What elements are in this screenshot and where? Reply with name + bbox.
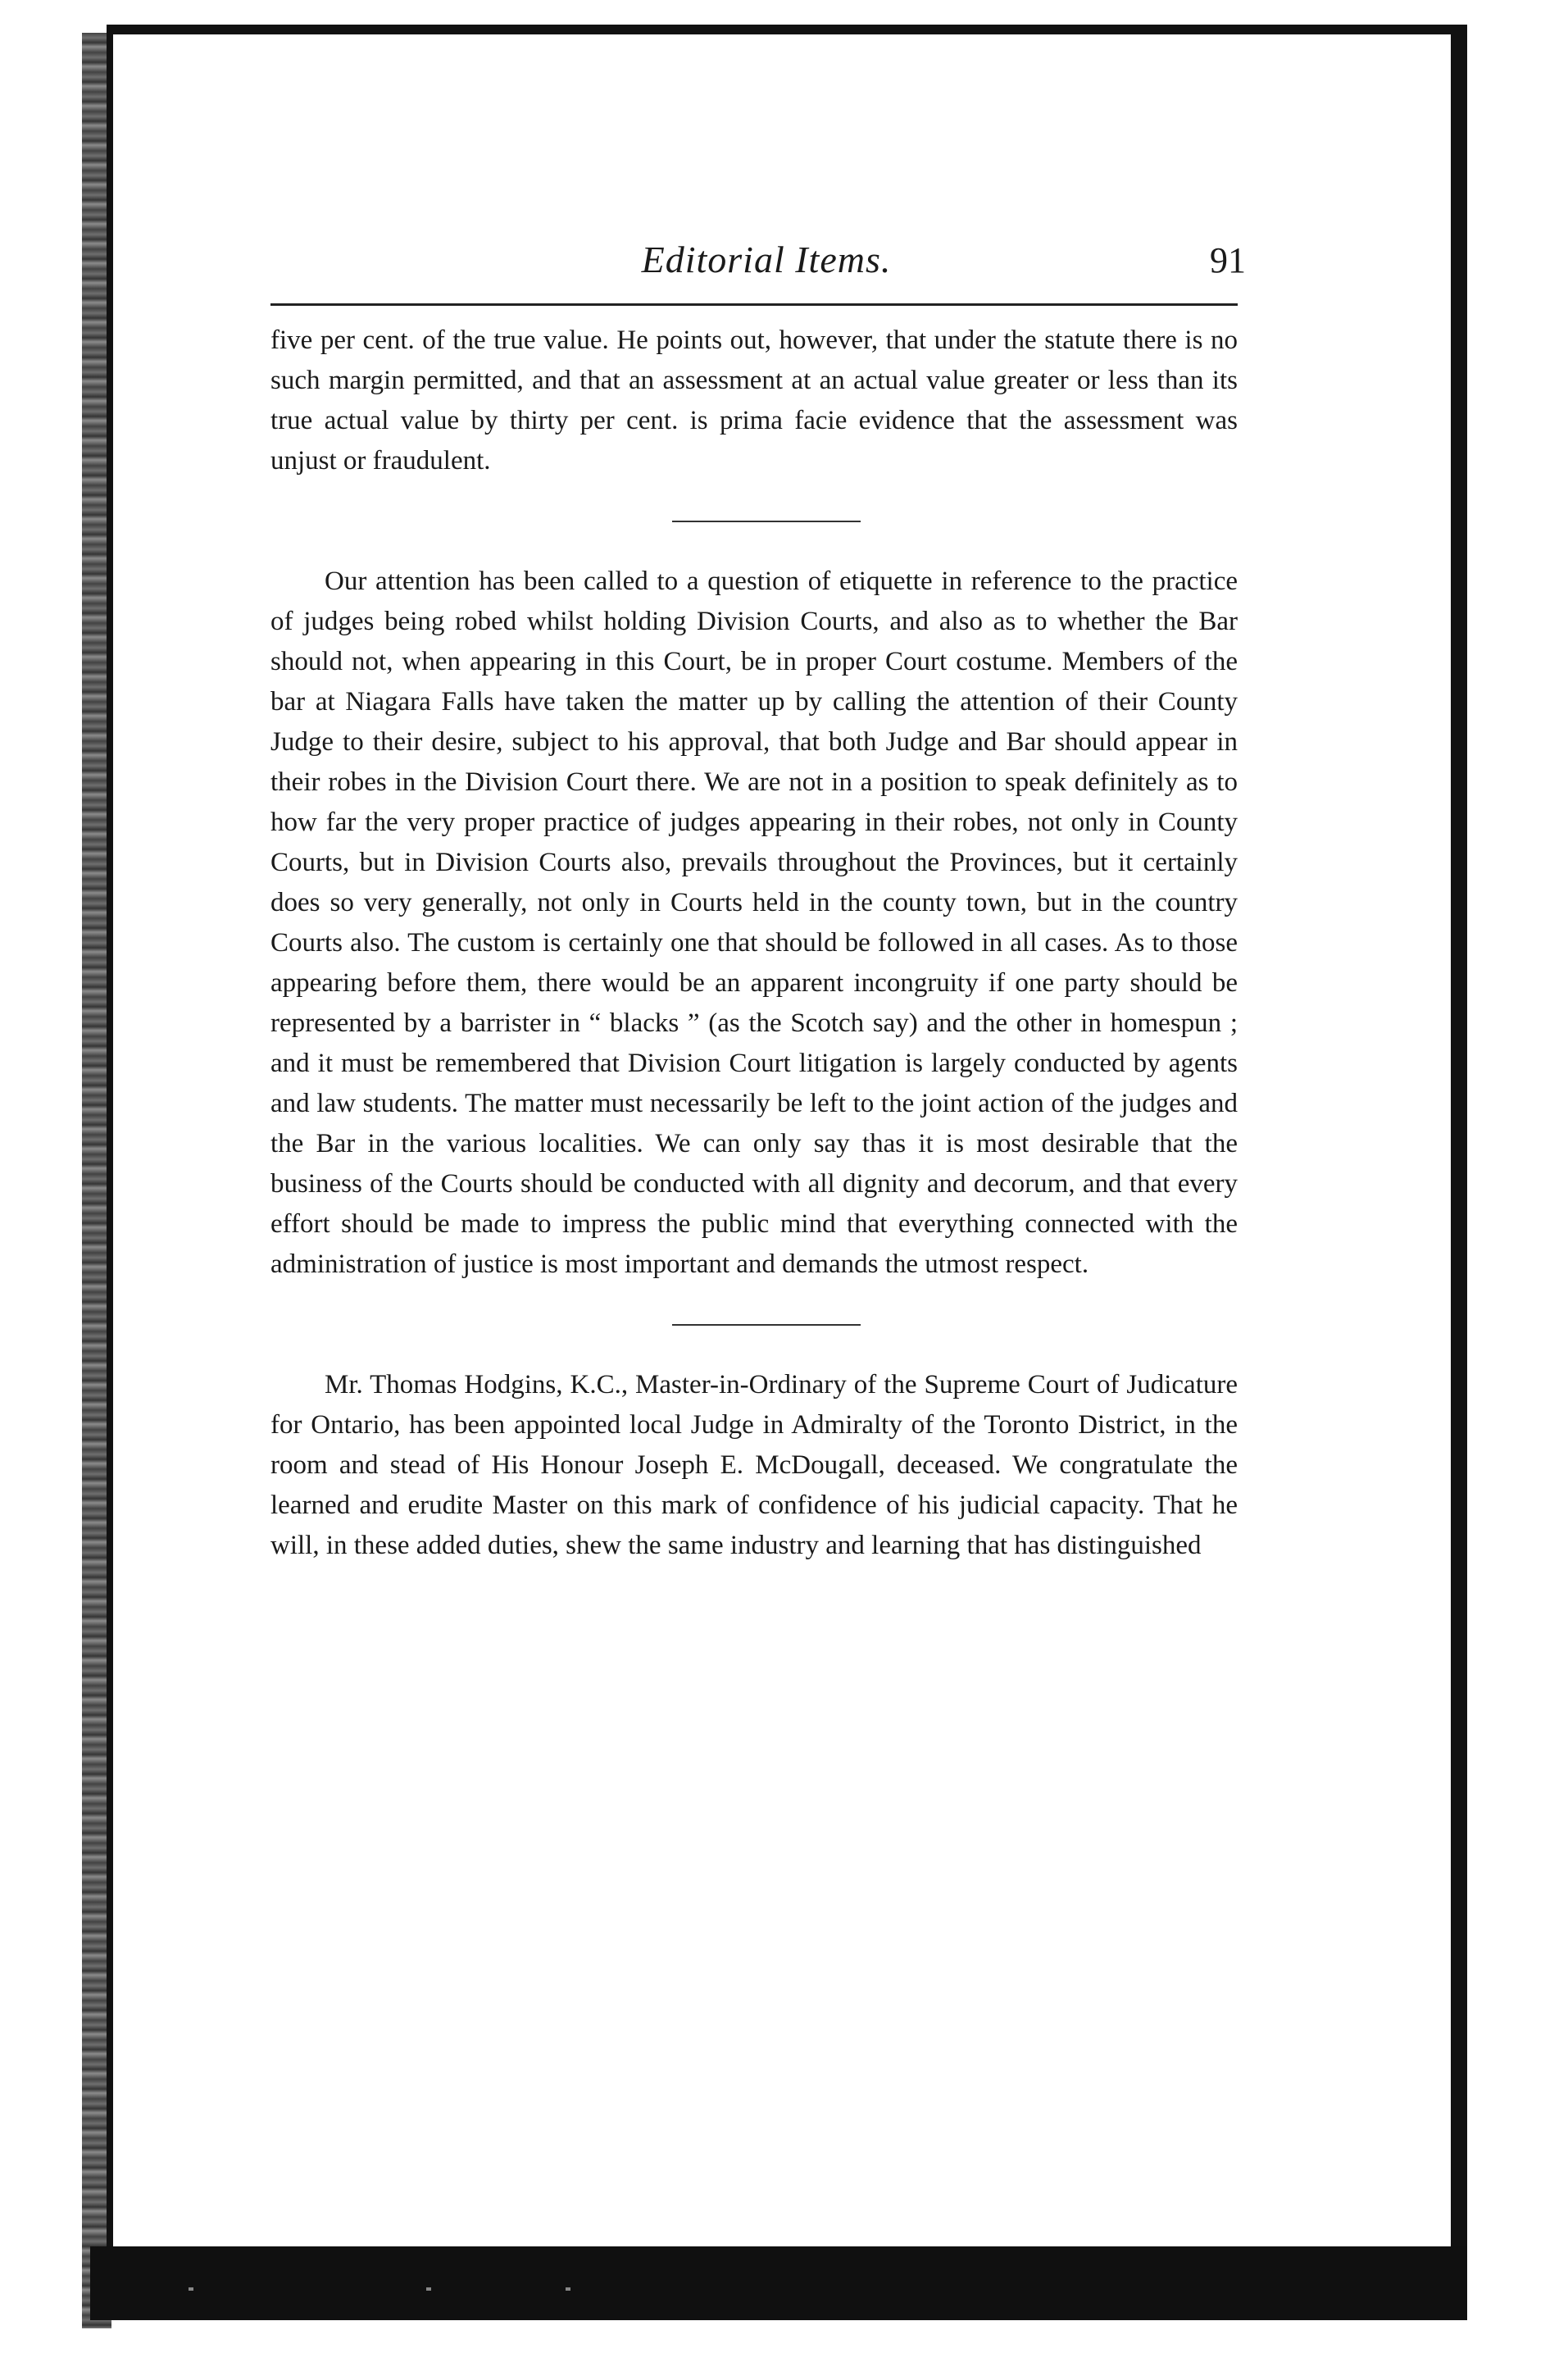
scan-speck	[189, 2287, 193, 2291]
scan-top-border	[107, 25, 1467, 34]
scan-speck	[426, 2287, 431, 2291]
paragraph-hodgins-appointment: Mr. Thomas Hodgins, K.C., Master-in-Ordinary of the Supreme Court of Judicature for Ontario, has been appointed local Judge in Admiralty of the Toronto District, in the room and stead of His Honour Joseph E. McDougall, deceased. We congratulate the learned and erudite Master on this mark of confidence of his judicial capacity. That he will, in these added duties, shew the same industry and learning that has distinguished	[270, 1370, 1238, 1560]
paragraph-assessment: five per cent. of the true value. He points out, however, that under the statute there is no such margin permitted, and that an assessment at an actual value greater or less than its true actual value by thirty per cent. is prima facie evidence that the assessment was unjust or fraudulent.	[270, 325, 1238, 476]
running-title: Editorial Items.	[641, 239, 892, 280]
scan-right-border	[1451, 25, 1467, 2312]
running-head	[270, 238, 1262, 295]
scan-bottom-border	[90, 2246, 1467, 2320]
section-separator	[672, 521, 861, 522]
scan-left-border	[107, 33, 113, 2263]
scan-speck	[566, 2287, 570, 2291]
header-rule	[270, 303, 1238, 306]
book-page	[270, 238, 1262, 1566]
paragraph-court-etiquette: Our attention has been called to a question of etiquette in reference to the practice of judges being robed whilst holding Division Courts, and also as to whether the Bar should not, when appearing in this Court, be in proper Court costume. Members of the bar at Niagara Falls have taken the matter up by calling the attention of their County Judge to their desire, subject to his approval, that both Judge and Bar should appear in their robes in the Division Court there. We are not in a position to speak definitely as to how far the very proper practice of judges appearing in their robes, not only in County Courts, but in Division Courts also, prevails throughout the Provinces, but it certainly does so very generally, not only in Courts held in the county town, but in the country Courts also. The custom is certainly one that should be followed in all cases. As to those appearing before them, there would be an apparent incongruity if one party should be represented by a barrister in “ blacks ” (as the Scotch say) and the other in homespun ; and it must be remembered that Division Court litigation is largely conducted by agents and law students. The matter must necessarily be left to the joint action of the judges and the Bar in the various localities. We can only say thas it is most desirable that the business of the Courts should be conducted with all dignity and decorum, and that every effort should be made to impress the public mind that everything connected with the administration of justice is most important and demands the utmost respect.	[270, 567, 1238, 1279]
section-separator	[672, 1324, 861, 1326]
page-number: 91	[1210, 240, 1246, 280]
